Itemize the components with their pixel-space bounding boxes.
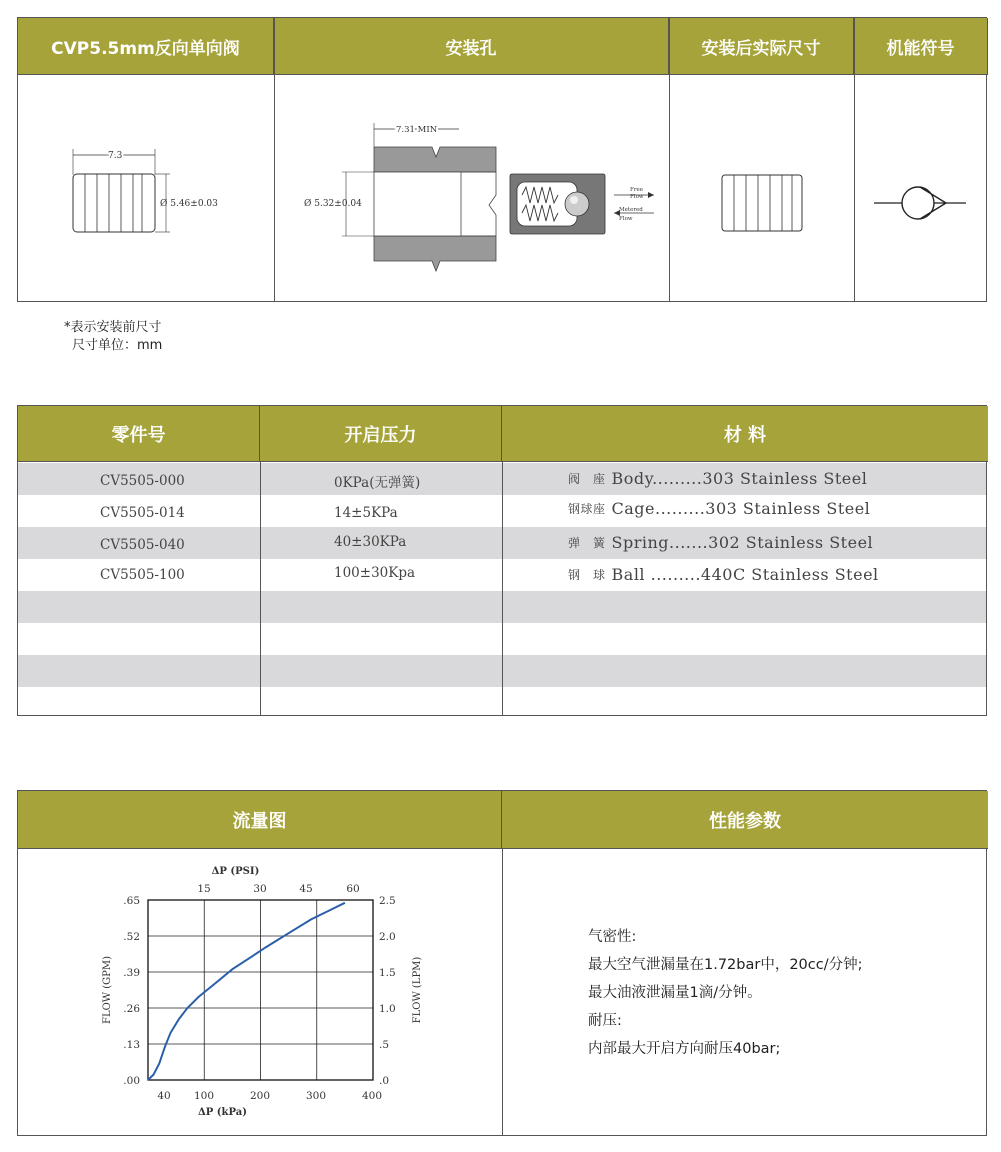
header-performance: 性能参数 <box>502 791 988 849</box>
free-flow-label: Free <box>630 187 643 193</box>
material: 弹 簧 Spring.......302 Stainless Steel <box>568 532 874 552</box>
x-tick: 300 <box>305 1090 327 1102</box>
y-tick-left: .00 <box>123 1075 140 1087</box>
header-part-number: 零件号 <box>18 406 260 462</box>
hole-depth-label: 7.31 MIN <box>396 125 438 135</box>
top-axis-label: ΔP (PSI) <box>211 866 260 877</box>
part-number: CV5505-014 <box>100 505 185 521</box>
opening-pressure: 100±30Kpa <box>334 565 416 581</box>
y-tick-right: 1.0 <box>379 1003 396 1015</box>
metered-flow-label: Metered <box>619 207 643 213</box>
perf-line: 耐压: <box>588 1013 622 1029</box>
part-number: CV5505-100 <box>100 567 185 583</box>
part-number: CV5505-000 <box>100 473 185 489</box>
dimensions-table <box>17 17 987 302</box>
y-tick-right: 2.5 <box>379 895 396 907</box>
hole-diameter-label: Ø 5.32±0.04 <box>304 199 362 209</box>
header-symbol: 机能符号 <box>854 18 988 75</box>
check-valve-symbol <box>854 75 988 302</box>
x-axis-label: ΔP (kPa) <box>198 1107 247 1118</box>
opening-pressure: 14±5KPa <box>334 505 398 521</box>
x-tick: 200 <box>249 1090 271 1102</box>
header-valve: CVP5.5mm反向单向阀 <box>18 18 274 75</box>
header-opening-pressure: 开启压力 <box>260 406 502 462</box>
svg-text:Flow: Flow <box>619 216 633 222</box>
valve-diameter-label: Ø 5.46±0.03 <box>160 199 218 209</box>
flow-chart <box>18 849 502 1137</box>
perf-line: 内部最大开启方向耐压40bar; <box>588 1041 781 1057</box>
svg-text:Flow: Flow <box>630 194 644 200</box>
top-tick: 60 <box>346 883 360 895</box>
note-units: 尺寸单位：mm <box>72 338 163 353</box>
header-material: 材 料 <box>502 406 988 462</box>
parts-table <box>17 405 987 716</box>
mounting-hole-drawing <box>274 75 669 302</box>
valve-drawing <box>18 75 274 302</box>
header-flow-chart: 流量图 <box>18 791 502 849</box>
top-tick: 30 <box>253 883 267 895</box>
perf-line: 最大油液泄漏量1滴/分钟。 <box>588 985 762 1001</box>
top-tick: 15 <box>197 883 211 895</box>
flow-performance-table <box>17 790 987 1136</box>
material: 钢球座 Cage.........303 Stainless Steel <box>568 498 871 518</box>
y-tick-right: .0 <box>379 1075 390 1087</box>
header-mounting-hole: 安装孔 <box>274 18 669 75</box>
material: 阀 座 Body.........303 Stainless Steel <box>568 468 868 488</box>
y-axis-label-right: FLOW (LPM) <box>412 956 423 1024</box>
y-tick-left: .52 <box>123 931 140 943</box>
x-tick: 40 <box>157 1090 171 1102</box>
perf-line: 气密性: <box>588 929 637 945</box>
perf-line: 最大空气泄漏量在1.72bar中，20cc/分钟; <box>588 957 863 973</box>
header-installed-size: 安装后实际尺寸 <box>669 18 854 75</box>
y-tick-left: .26 <box>123 1003 140 1015</box>
top-tick: 45 <box>299 883 313 895</box>
y-tick-left: .13 <box>123 1039 140 1051</box>
installed-valve-drawing <box>669 75 854 302</box>
x-tick: 400 <box>361 1090 383 1102</box>
opening-pressure: 0KPa(无弹簧) <box>334 475 421 491</box>
note-before-install: *表示安装前尺寸 <box>64 320 162 335</box>
part-number: CV5505-040 <box>100 537 185 553</box>
y-tick-right: .5 <box>379 1039 390 1051</box>
y-tick-right: 2.0 <box>379 931 396 943</box>
y-tick-left: .65 <box>123 895 140 907</box>
flow-curve <box>148 903 345 1080</box>
material: 钢 球 Ball .........440C Stainless Steel <box>568 564 879 584</box>
valve-length-label: 7.3 <box>108 151 123 161</box>
x-tick: 100 <box>193 1090 215 1102</box>
y-tick-right: 1.5 <box>379 967 396 979</box>
y-tick-left: .39 <box>123 967 140 979</box>
opening-pressure: 40±30KPa <box>334 534 407 550</box>
y-axis-label-left: FLOW (GPM) <box>102 956 113 1024</box>
